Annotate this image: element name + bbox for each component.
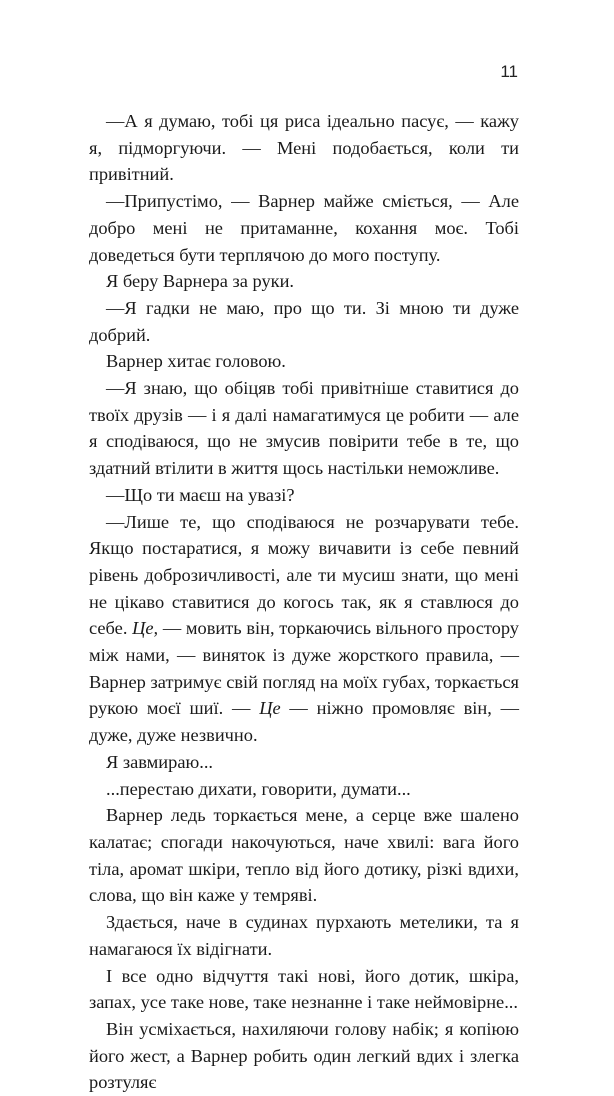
paragraph bbox=[89, 482, 519, 509]
italic-text: Це bbox=[259, 698, 281, 719]
text-run: — мовить він, торкаючись вільного простору між нами, — виняток із дуже жорсткого правила, — Варнер затримує свій погляд на моїх губах, торкається рукою моєї шиї. — bbox=[89, 618, 519, 719]
paragraph bbox=[89, 348, 519, 375]
italic-text: Це, bbox=[132, 618, 159, 639]
text-run: Варнер хитає головою. bbox=[106, 351, 286, 372]
text-run: —А я думаю, тобі ця риса ідеально пасує, — кажу я, підморгуючи. — Мені подобається, коли ти привітний. bbox=[89, 111, 519, 185]
text-run: Я завмираю... bbox=[106, 751, 214, 772]
body-text bbox=[89, 108, 519, 1096]
text-run: —Припустімо, — Варнер майже сміється, — Але добро мені не притаманне, кохання моє. Тобі доведеться бути терплячою до мого поступу. bbox=[89, 191, 519, 265]
text-run: — ніжно промовляє він, — дуже, дуже незвично. bbox=[89, 698, 519, 746]
paragraph bbox=[89, 509, 519, 749]
paragraph bbox=[89, 108, 519, 188]
text-run: Він усміхається, нахиляючи голову набік; я копіюю його жест, а Варнер робить один легкий вдих і злегка розтуляє bbox=[89, 1018, 519, 1093]
text-run: І все одно відчуття такі нові, його дотик, шкіра, запах, усе таке нове, таке незнанне і таке неймовірне... bbox=[89, 965, 519, 1013]
text-run: Я беру Варнера за руки. bbox=[106, 271, 295, 292]
paragraph bbox=[89, 776, 519, 803]
paragraph bbox=[89, 1016, 519, 1096]
paragraph bbox=[89, 188, 519, 268]
text-run: Варнер ледь торкається мене, а серце вже шалено калатає; спогади накочуються, наче хвилі: вага його тіла, аромат шкіри, тепло від його дотику, різкі вдихи, слова, що він каже у темряві. bbox=[89, 805, 519, 906]
text-run: —Лише те, що сподіваюся не розчарувати тебе. Якщо постаратися, я можу вичавити із себе певний рівень доброзичливості, але ти мусиш знати, що мені не цікаво ставитися до когось так, як я ставлюся до себе. bbox=[89, 511, 519, 639]
paragraph bbox=[89, 375, 519, 482]
text-run: —Що ти маєш на увазі? bbox=[106, 484, 295, 505]
paragraph bbox=[89, 295, 519, 348]
paragraph bbox=[89, 268, 519, 295]
text-run: Здається, наче в судинах пурхають метелики, та я намагаюся їх відігнати. bbox=[89, 912, 519, 959]
page-number: 11 bbox=[500, 62, 518, 81]
paragraph bbox=[89, 802, 519, 909]
paragraph bbox=[89, 749, 519, 776]
paragraph bbox=[89, 909, 519, 962]
text-run: —Я гадки не маю, про що ти. Зі мною ти дуже добрий. bbox=[89, 297, 519, 345]
paragraph bbox=[89, 963, 519, 1016]
text-run: ...перестаю дихати, говорити, думати... bbox=[106, 778, 411, 799]
text-run: —Я знаю, що обіцяв тобі привітніше ставитися до твоїх друзів — і я далі намагатимуся це робити — але я сподіваюся, що не змусив повірити тебе в те, що здатний втілити в життя щось настільки неможливе. bbox=[89, 378, 519, 479]
